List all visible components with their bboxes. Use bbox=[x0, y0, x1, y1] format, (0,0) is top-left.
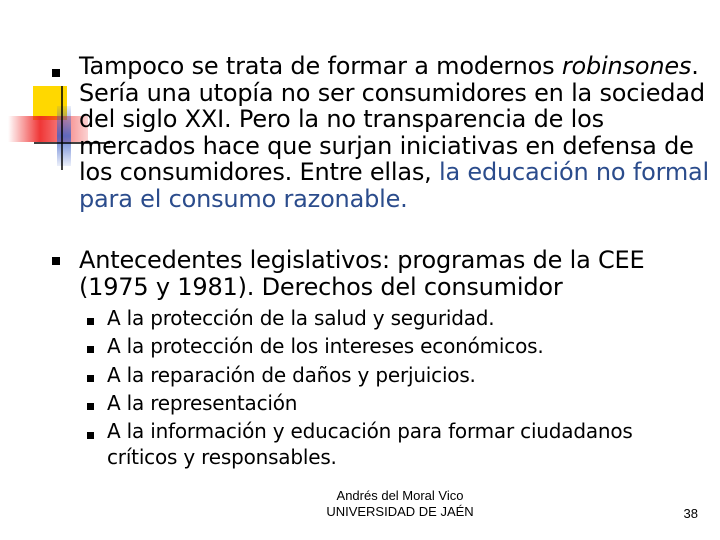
sub-bullet-marker bbox=[87, 403, 94, 410]
sub-bullet-marker bbox=[87, 346, 94, 353]
bullet-marker-2 bbox=[52, 257, 60, 265]
footer-institution: UNIVERSIDAD DE JAÉN bbox=[326, 504, 474, 519]
sub-bullet-marker bbox=[87, 432, 94, 439]
sub-item: A la reparación de daños y perjuicios. bbox=[107, 363, 476, 387]
slide-footer bbox=[300, 488, 500, 520]
bullet-1-italic: robinsones bbox=[561, 52, 692, 80]
sub-bullet-marker bbox=[87, 318, 94, 325]
bullet-2-text: Antecedentes legislativos: programas de la CEE (1975 y 1981). Derechos del consumidor bbox=[79, 246, 645, 301]
deco-blue-bar bbox=[57, 106, 71, 166]
bullet-1-text bbox=[79, 53, 719, 212]
sub-item: A la protección de los intereses económicos. bbox=[107, 334, 544, 358]
bullet-marker-1 bbox=[52, 69, 60, 77]
bullet-1-accent-text: la educación no formal para el consumo razonable. bbox=[79, 158, 709, 213]
page-number: 38 bbox=[683, 506, 698, 521]
bullet-1-part3: . Sería una utopía no ser consumidores en la sociedad del siglo XXI. Pero la no transparencia de los mercados hace que surjan iniciativas en defensa de los consumidores. Entre ellas, bbox=[79, 52, 705, 186]
sub-bullet-marker bbox=[87, 375, 94, 382]
sub-item: A la información y educación para formar ciudadanos críticos y responsables. bbox=[107, 419, 633, 469]
footer-author: Andrés del Moral Vico bbox=[336, 488, 464, 503]
sub-item: A la representación bbox=[107, 391, 298, 415]
deco-red-bar bbox=[8, 116, 88, 142]
sub-item: A la protección de la salud y seguridad. bbox=[107, 306, 495, 330]
bullet-1-part1: Tampoco se trata de formar a modernos bbox=[79, 52, 562, 80]
